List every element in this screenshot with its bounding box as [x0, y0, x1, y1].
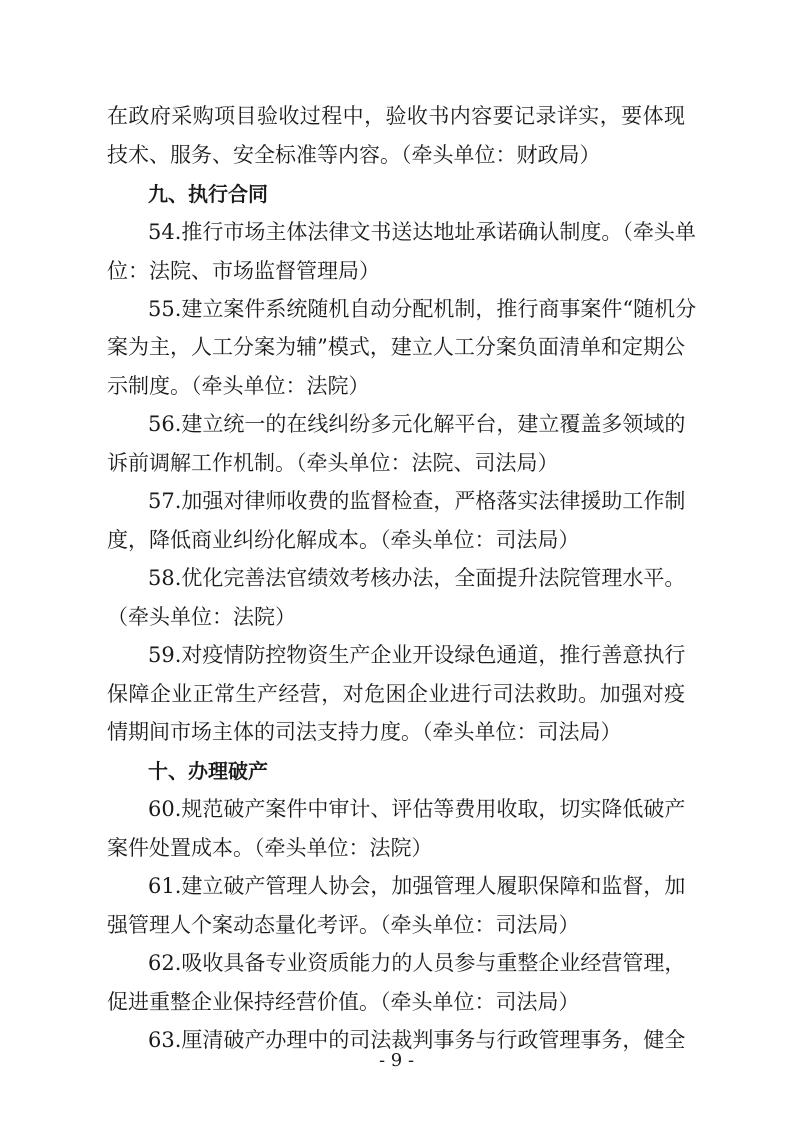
- paragraph-line: 在政府采购项目验收过程中，验收书内容要记录详实，要体现: [107, 104, 685, 128]
- paragraph-line: 62.吸收具备专业资质能力的人员参与重整企业经营管理，: [148, 951, 686, 975]
- section-heading: 九、执行合同: [148, 182, 268, 206]
- paragraph-line: （牵头单位：法院）: [107, 605, 296, 629]
- paragraph-line: 保障企业正常生产经营，对危困企业进行司法救助。加强对疫: [107, 682, 685, 706]
- paragraph-line: 56.建立统一的在线纠纷多元化解平台，建立覆盖多领域的: [148, 412, 686, 436]
- paragraph-line: 度，降低商业纠纷化解成本。（牵头单位：司法局）: [107, 528, 580, 552]
- paragraph-line: 58.优化完善法官绩效考核办法，全面提升法院管理水平。: [148, 566, 686, 590]
- section-heading: 十、办理破产: [148, 759, 268, 783]
- paragraph-line: 情期间市场主体的司法支持力度。（牵头单位：司法局）: [107, 720, 622, 744]
- paragraph-line: 59.对疫情防控物资生产企业开设绿色通道，推行善意执行: [148, 643, 686, 667]
- paragraph-line: 63.厘清破产办理中的司法裁判事务与行政管理事务，健全: [148, 1028, 686, 1052]
- paragraph-line: 示制度。（牵头单位：法院）: [107, 374, 370, 398]
- paragraph-line: 案件处置成本。（牵头单位：法院）: [107, 836, 433, 860]
- paragraph-line: 诉前调解工作机制。（牵头单位：法院、司法局）: [107, 451, 559, 475]
- paragraph-line: 61.建立破产管理人协会，加强管理人履职保障和监督，加: [148, 874, 686, 898]
- paragraph-line: 技术、服务、安全标准等内容。（牵头单位：财政局）: [107, 143, 601, 167]
- paragraph-line: 55.建立案件系统随机自动分配机制，推行商事案件“随机分: [148, 297, 697, 321]
- paragraph-line: 促进重整企业保持经营价值。（牵头单位：司法局）: [107, 990, 580, 1014]
- paragraph-line: 案为主，人工分案为辅”模式，建立人工分案负面清单和定期公: [107, 335, 685, 359]
- paragraph-line: 位：法院、市场监督管理局）: [107, 259, 380, 283]
- paragraph-line: 54.推行市场主体法律文书送达地址承诺确认制度。（牵头单: [148, 220, 696, 244]
- paragraph-line: 强管理人个案动态量化考评。（牵头单位：司法局）: [107, 913, 580, 937]
- page-number: - 9 -: [378, 1050, 415, 1071]
- paragraph-line: 60.规范破产案件中审计、评估等费用收取，切实降低破产: [148, 797, 686, 821]
- paragraph-line: 57.加强对律师收费的监督检查，严格落实法律援助工作制: [148, 489, 686, 513]
